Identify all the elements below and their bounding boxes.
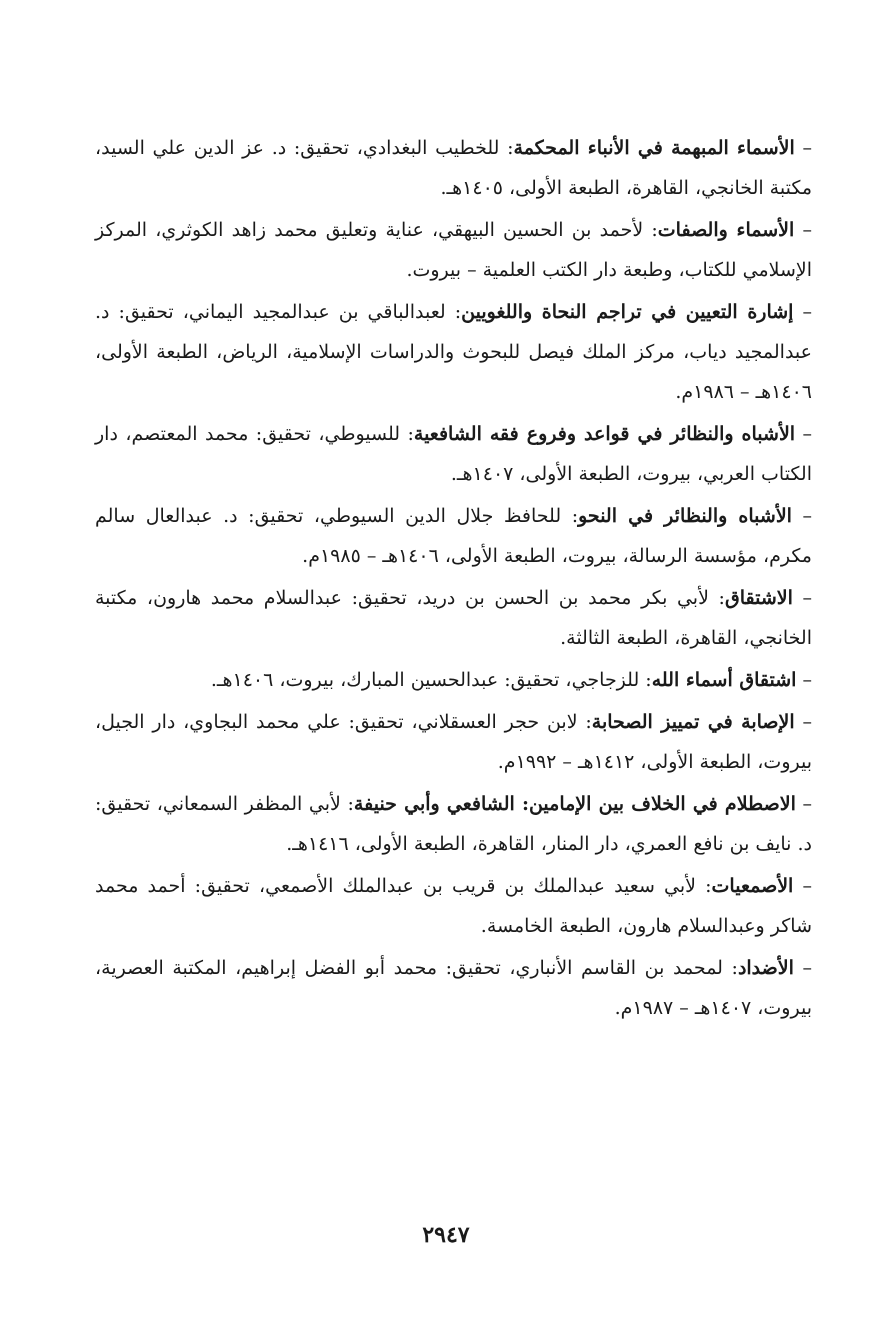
bibliography-entry (95, 578, 812, 658)
entry-details: : لعبدالباقي بن عبدالمجيد اليماني، تحقيق: د. عبدالمجيد دياب، مركز الملك فيصل للبحوث والدراسات الإسلامية، الرياض، الطبعة الأولى، ١٤٠٦هـ – ١٩٨٦م. (95, 301, 812, 403)
entry-title: الأشباه والنظائر في قواعد وفروع فقه الشافعية (413, 423, 796, 445)
entry-dash: – (802, 219, 812, 241)
entry-details: : لأحمد بن الحسين البيهقي، عناية وتعليق محمد زاهد الكوثري، المركز الإسلامي للكتاب، وطبعة دار الكتب العلمية – بيروت. (95, 219, 812, 281)
entry-details: : للزجاجي، تحقيق: عبدالحسين المبارك، بيروت، ١٤٠٦هـ. (210, 669, 652, 691)
entry-dash: – (802, 587, 812, 609)
entry-title: الأشباه والنظائر في النحو (578, 505, 792, 527)
entry-dash: – (802, 423, 813, 445)
entry-details: : لابن حجر العسقلاني، تحقيق: علي محمد البجاوي، دار الجيل، بيروت، الطبعة الأولى، ١٤١٢هـ – ١٩٩٢م. (95, 711, 812, 773)
entry-details: : لمحمد بن القاسم الأنباري، تحقيق: محمد أبو الفضل إبراهيم، المكتبة العصرية، بيروت، ١٤٠٧هـ – ١٩٨٧م. (95, 957, 812, 1019)
bibliography-entry (95, 660, 812, 700)
bibliography-entry (95, 866, 812, 946)
entry-title: الاصطلام في الخلاف بين الإمامين: الشافعي وأبي حنيفة (353, 793, 796, 815)
bibliography-entry (95, 948, 812, 1028)
bibliography-entry (95, 292, 812, 412)
entry-dash: – (802, 505, 813, 527)
bibliography-list (95, 128, 812, 1028)
entry-details: : لأبي المظفر السمعاني، تحقيق: د. نايف بن نافع العمري، دار المنار، القاهرة، الطبعة الأولى، ١٤١٦هـ. (95, 793, 812, 855)
bibliography-entry (95, 702, 812, 782)
bibliography-entry (95, 414, 812, 494)
entry-dash: – (802, 875, 812, 897)
page-number: ٢٩٤٧ (422, 1222, 470, 1248)
entry-title: الاشتقاق (724, 587, 793, 609)
entry-title: الأسماء المبهمة في الأنباء المحكمة (513, 137, 795, 159)
entry-details: : للخطيب البغدادي، تحقيق: د. عز الدين علي السيد، مكتبة الخانجي، القاهرة، الطبعة الأولى، ١٤٠٥هـ. (95, 137, 812, 199)
bibliography-entry (95, 784, 812, 864)
entry-dash: – (802, 301, 812, 323)
entry-details: : لأبي بكر محمد بن الحسن بن دريد، تحقيق: عبدالسلام محمد هارون، مكتبة الخانجي، القاهرة، الطبعة الثالثة. (95, 587, 812, 649)
entry-title: الإصابة في تمييز الصحابة (591, 711, 795, 733)
entry-dash: – (802, 793, 812, 815)
entry-dash: – (802, 711, 812, 733)
entry-title: اشتقاق أسماء الله (651, 669, 797, 691)
entry-details: : للحافظ جلال الدين السيوطي، تحقيق: د. عبدالعال سالم مكرم، مؤسسة الرسالة، بيروت، الطبعة الأولى، ١٤٠٦هـ – ١٩٨٥م. (95, 505, 812, 567)
entry-dash: – (802, 669, 812, 691)
bibliography-entry (95, 496, 812, 576)
entry-title: الأسماء والصفات (657, 219, 795, 241)
entry-dash: – (802, 137, 812, 159)
bibliography-entry (95, 128, 812, 208)
entry-title: إشارة التعيين في تراجم النحاة واللغويين (461, 301, 794, 323)
entry-title: الأصمعيات (711, 875, 794, 897)
bibliography-entry (95, 210, 812, 290)
entry-details: : لأبي سعيد عبدالملك بن قريب بن عبدالملك الأصمعي، تحقيق: أحمد محمد شاكر وعبدالسلام هارون، الطبعة الخامسة. (95, 875, 812, 937)
entry-title: الأضداد (737, 957, 794, 979)
entry-details: : للسيوطي، تحقيق: محمد المعتصم، دار الكتاب العربي، بيروت، الطبعة الأولى، ١٤٠٧هـ. (95, 423, 812, 485)
entry-dash: – (802, 957, 812, 979)
